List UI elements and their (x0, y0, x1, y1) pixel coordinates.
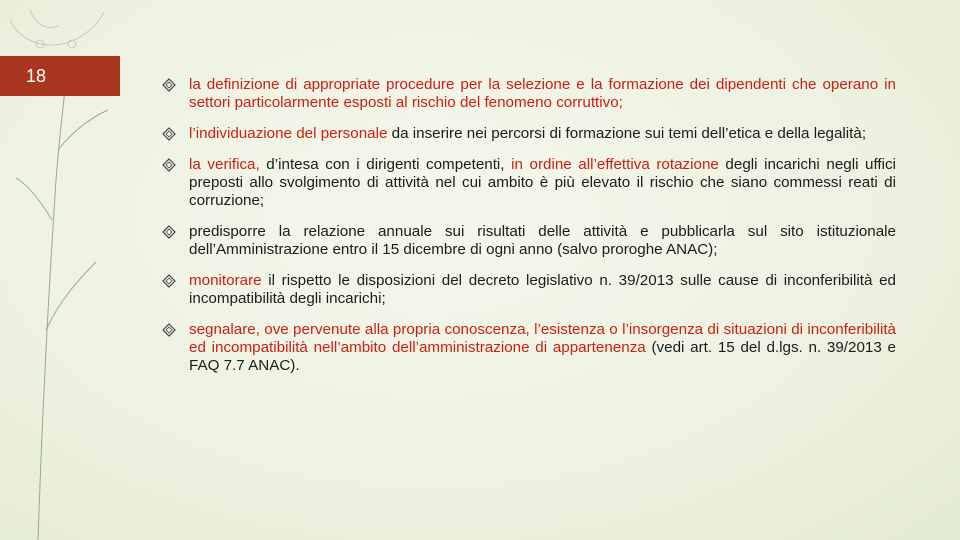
diamond-outline-icon (162, 223, 189, 259)
list-item-text (189, 76, 896, 112)
list-item (162, 272, 896, 308)
plain-text: d’intesa con i dirigenti competenti, (259, 156, 512, 173)
highlighted-text: monitorare (189, 272, 262, 289)
list-item-text (189, 125, 896, 143)
diamond-outline-icon (162, 321, 189, 375)
list-item-text (189, 223, 896, 259)
list-item-text (189, 272, 896, 308)
plain-text: il rispetto le disposizioni del decreto legislativo n. 39/2013 sulle cause di inconferibilità ed incompatibilità degli incarichi; (189, 272, 896, 307)
highlighted-text: segnalare, ove pervenute alla propria conoscenza, l’esistenza o l’insorgenza di situazioni di inconferibilità ed incompatibilità nell’ambito dell’amministrazione di appartenenza (189, 321, 896, 356)
diamond-outline-icon (162, 272, 189, 308)
list-item (162, 223, 896, 259)
diamond-outline-icon (162, 125, 189, 143)
highlighted-text: l’individuazione del personale (189, 125, 388, 142)
list-item (162, 125, 896, 143)
diamond-outline-icon (162, 76, 189, 112)
list-item (162, 156, 896, 210)
list-item (162, 76, 896, 112)
highlighted-text: in ordine all’effettiva rotazione (511, 156, 719, 173)
highlighted-text: la definizione di appropriate procedure per la selezione e la formazione dei dipendenti che operano in settori particolarmente esposti al rischio del fenomeno corruttivo; (189, 76, 896, 111)
page-number: 18 (25, 66, 47, 86)
list-item (162, 321, 896, 375)
plain-text: (vedi art. 15 del d.lgs. n. 39/2013 e FAQ 7.7 ANAC). (189, 339, 896, 374)
list-item-text (189, 321, 896, 375)
plain-text: predisporre la relazione annuale sui risultati delle attività e pubblicarla sul sito istituzionale dell’Amministrazione entro il 15 dicembre di ogni anno (salvo proroghe ANAC); (189, 223, 896, 258)
diamond-outline-icon (162, 156, 189, 210)
bullet-list (162, 76, 896, 388)
list-item-text (189, 156, 896, 210)
highlighted-text: la verifica, (189, 156, 260, 173)
plain-text: degli incarichi negli uffici preposti allo svolgimento di attività nel cui ambito è più elevato il rischio che siano commessi reati di corruzione; (189, 156, 896, 209)
plain-text: da inserire nei percorsi di formazione sui temi dell’etica e della legalità; (387, 125, 867, 142)
